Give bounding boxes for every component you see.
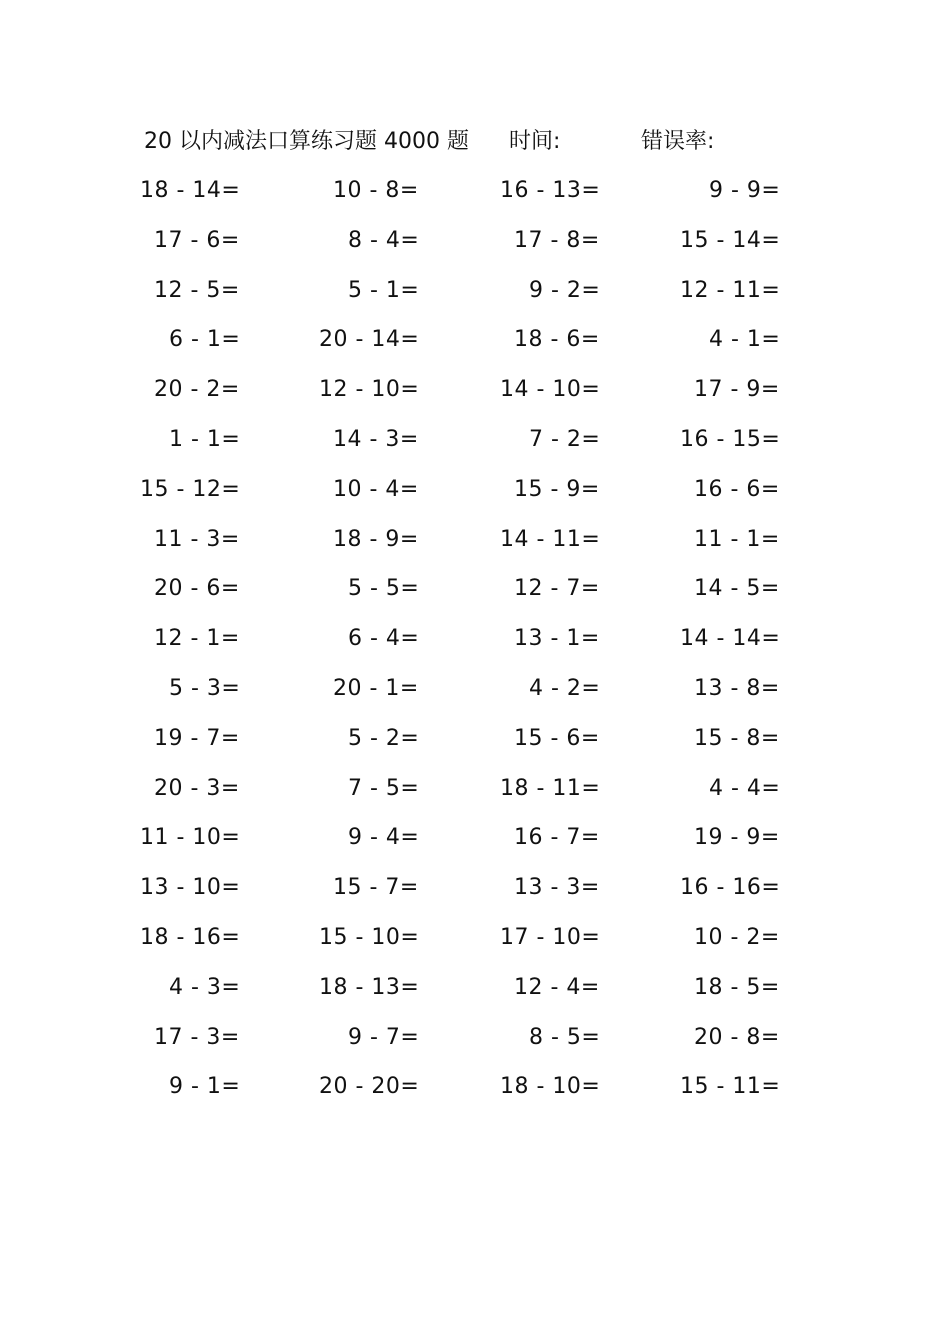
problem-item: 20 - 14=	[319, 327, 420, 353]
problem-item: 18 - 13=	[319, 974, 420, 1000]
problem-item: 9 - 2=	[529, 277, 601, 303]
problem-item: 13 - 10=	[140, 875, 241, 901]
problem-item: 10 - 8=	[333, 178, 419, 203]
worksheet-title: 20 以内减法口算练习题 4000 题	[144, 129, 469, 154]
problem-item: 20 - 1=	[333, 676, 419, 701]
problem-item: 15 - 9=	[514, 476, 600, 502]
problem-item: 5 - 5=	[348, 576, 420, 602]
problem-item: 12 - 1=	[154, 626, 240, 652]
problem-item: 18 - 11=	[500, 775, 601, 801]
problem-item: 5 - 3=	[169, 676, 241, 701]
problem-item: 17 - 9=	[694, 377, 780, 403]
problem-item: 19 - 7=	[154, 725, 240, 751]
problem-item: 13 - 1=	[514, 626, 600, 652]
problem-item: 15 - 8=	[694, 725, 780, 751]
problem-item: 6 - 1=	[169, 327, 241, 353]
problem-item: 18 - 5=	[694, 974, 780, 1000]
problem-item: 18 - 16=	[140, 925, 241, 950]
problem-item: 20 - 3=	[154, 775, 240, 801]
problem-item: 18 - 6=	[514, 327, 600, 353]
problem-item: 9 - 4=	[348, 825, 420, 851]
problem-item: 19 - 9=	[694, 825, 780, 851]
problem-item: 11 - 3=	[154, 526, 240, 552]
problem-item: 14 - 14=	[680, 626, 781, 652]
problem-item: 6 - 4=	[348, 626, 420, 652]
problem-item: 10 - 4=	[333, 476, 419, 502]
problem-item: 4 - 3=	[169, 974, 241, 1000]
problem-item: 13 - 3=	[514, 875, 600, 901]
problem-item: 8 - 5=	[529, 1024, 601, 1050]
problem-item: 7 - 5=	[348, 775, 420, 801]
problem-item: 12 - 5=	[154, 277, 240, 303]
problem-item: 12 - 10=	[319, 377, 420, 403]
problem-item: 16 - 16=	[680, 875, 781, 901]
problem-item: 8 - 4=	[348, 227, 420, 253]
problem-item: 18 - 9=	[333, 526, 419, 552]
problem-item: 5 - 1=	[348, 277, 420, 303]
problem-item: 17 - 8=	[514, 227, 600, 253]
problem-item: 18 - 14=	[140, 178, 241, 203]
problem-item: 4 - 4=	[709, 775, 781, 801]
problem-item: 16 - 13=	[500, 178, 601, 203]
problem-item: 15 - 7=	[333, 875, 419, 901]
problem-item: 17 - 3=	[154, 1024, 240, 1050]
time-label: 时间:	[509, 129, 561, 154]
problem-item: 15 - 6=	[514, 725, 600, 751]
problem-item: 12 - 4=	[514, 974, 600, 1000]
problem-item: 18 - 10=	[500, 1074, 601, 1100]
problem-item: 16 - 7=	[514, 825, 600, 851]
problem-item: 14 - 3=	[333, 427, 419, 452]
problem-item: 20 - 6=	[154, 576, 240, 602]
problem-item: 13 - 8=	[694, 676, 780, 701]
problem-item: 12 - 7=	[514, 576, 600, 602]
problem-item: 14 - 10=	[500, 377, 601, 403]
problem-item: 20 - 8=	[694, 1024, 780, 1050]
problem-item: 17 - 10=	[500, 925, 601, 950]
problem-item: 1 - 1=	[169, 427, 241, 452]
problem-item: 4 - 2=	[529, 676, 601, 701]
problem-item: 16 - 15=	[680, 427, 781, 452]
problem-item: 14 - 11=	[500, 526, 601, 552]
problem-item: 14 - 5=	[694, 576, 780, 602]
problem-item: 9 - 7=	[348, 1024, 420, 1050]
problem-item: 15 - 11=	[680, 1074, 781, 1100]
problem-item: 15 - 10=	[319, 925, 420, 950]
problem-item: 10 - 2=	[694, 925, 780, 950]
problem-item: 11 - 1=	[694, 526, 780, 552]
problem-item: 17 - 6=	[154, 227, 240, 253]
problem-item: 12 - 11=	[680, 277, 781, 303]
problem-item: 15 - 12=	[140, 476, 241, 502]
problem-item: 5 - 2=	[348, 725, 420, 751]
problem-item: 7 - 2=	[529, 427, 601, 452]
problem-item: 4 - 1=	[709, 327, 781, 353]
problem-item: 20 - 2=	[154, 377, 240, 403]
problem-item: 16 - 6=	[694, 476, 780, 502]
error-rate-label: 错误率:	[641, 129, 715, 154]
problem-item: 9 - 9=	[709, 178, 781, 203]
problem-item: 9 - 1=	[169, 1074, 241, 1100]
problem-item: 11 - 10=	[140, 825, 241, 851]
problem-item: 15 - 14=	[680, 227, 781, 253]
problem-item: 20 - 20=	[319, 1074, 420, 1100]
